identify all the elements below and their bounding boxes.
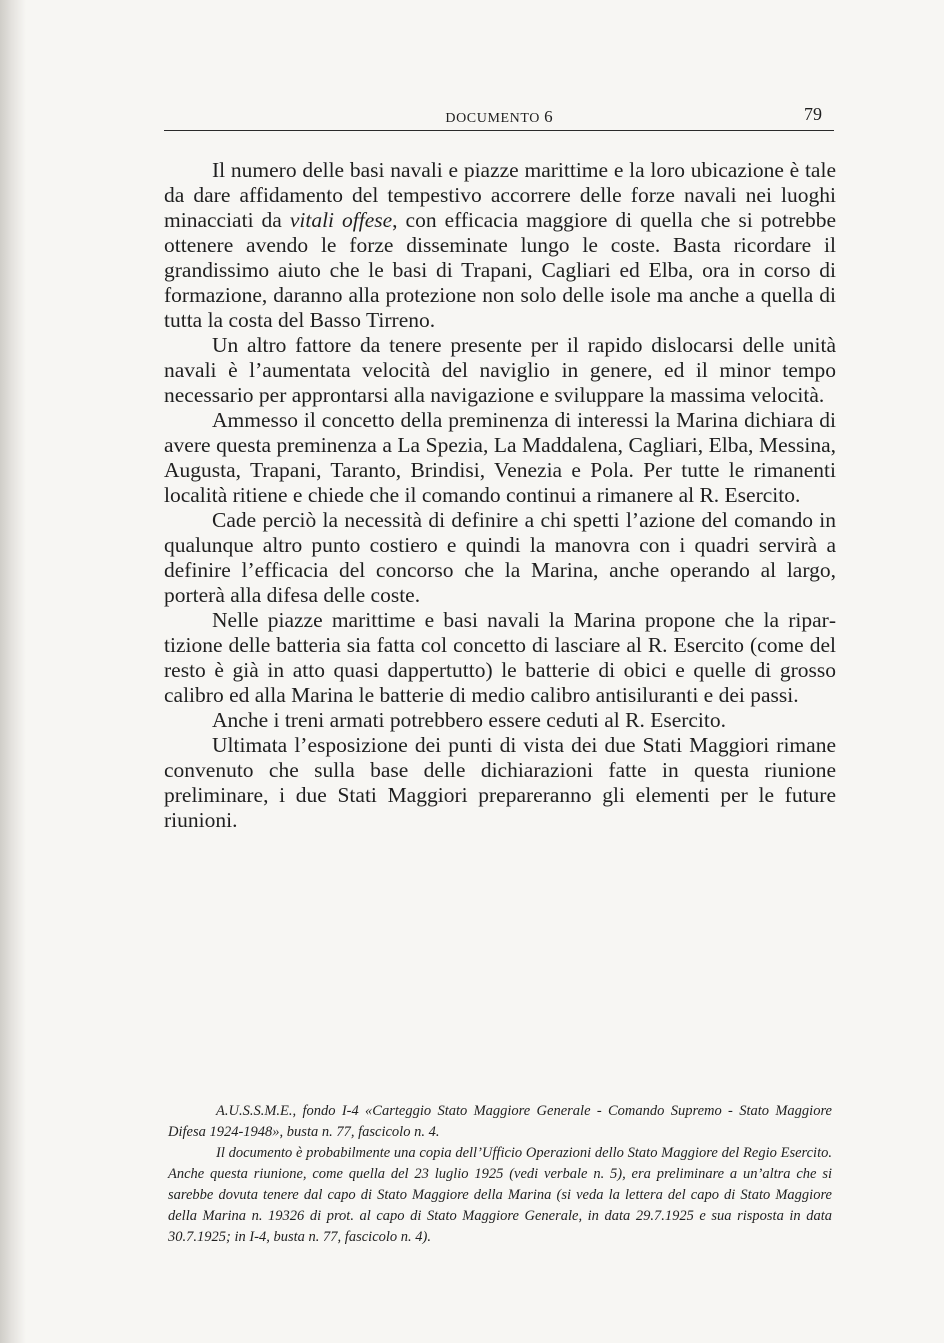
page-number: 79 (804, 104, 822, 124)
paragraph-7: Ultimata l’esposizione dei punti di vista dei due Stati Maggiori rimane convenuto che sulla base delle dichiarazioni fatte in questa riunione preliminare, i due Stati Maggiori prepareranno gli elementi per le future riunioni. (164, 733, 836, 832)
page-binding-shadow (0, 0, 26, 1343)
paragraph-1-end: , con efficacia maggiore di quella che si potrebbe ottenere avendo le forze disseminate lungo le coste. Basta ricordare il grandissimo aiuto che le basi di Trapani, Cagliari ed Elba, ora in corso di formazione, daranno alla protezione non solo delle isole ma anche a quella di tutta la costa del Basso Tirreno. (164, 208, 836, 332)
archival-notes (168, 1101, 832, 1248)
source-note: A.U.S.S.M.E., fondo I-4 «Carteggio Stato Maggiore Generale - Comando Supremo - Stato Maggiore Difesa 1924-1948», busta n. 77, fascicolo n. 4. (168, 1103, 832, 1140)
paragraph-2: Un altro fattore da tenere presente per il rapido dislocarsi delle unità navali è l’aumentata velocità del naviglio in genere, ed il minor tempo necessario per approntarsi alla navigazione e sviluppare la massima velocità. (164, 333, 836, 407)
paragraph-3: Ammesso il concetto della preminenza di interessi la Marina dichiara di avere questa preminenza a La Spezia, La Maddalena, Cagliari, Elba, Messina, Augusta, Trapani, Taranto, Brindisi, Venezia e Pola. Per tutte le rimanenti località ritiene e chiede che il comando continui a rimanere al R. Esercito. (164, 408, 836, 507)
paragraph-4: Cade perciò la necessità di definire a chi spetti l’azione del comando in qualunque altro punto costiero e quindi la manovra con i quadri servirà a definire l’efficacia del concorso che la Marina, anche operando al largo, porterà alla difesa delle coste. (164, 508, 836, 607)
paragraph-6: Anche i treni armati potrebbero essere ceduti al R. Esercito. (212, 708, 727, 732)
paragraph-1-start: Il numero delle basi navali e piazze marittime e la loro ubicazione è tale da dare affidamento del tempestivo accorrere delle forze navali nei luoghi minacciati da (164, 158, 836, 232)
document-note: Il documento è probabilmente una copia dell’Ufficio Operazioni dello Stato Maggiore del Regio Esercito. Anche questa riunione, come quella del 23 luglio 1925 (vedi verbale n. 5), era preliminare a un’altra che si sarebbe dovuta tenere dal capo di Stato Maggiore della Marina (si veda la lettera del capo di Stato Maggiore della Marina n. 19326 di prot. al capo di Stato Maggiore Generale, in data 29.7.1925 e sua risposta in data 30.7.1925; in I-4, busta n. 77, fascicolo n. 4). (168, 1145, 832, 1245)
main-text (164, 158, 836, 833)
document-number: 6 (544, 107, 553, 126)
page-header (164, 104, 834, 131)
paragraph-1-italic: vitali offese (289, 208, 393, 232)
paragraph-1 (164, 158, 836, 333)
running-head (164, 107, 834, 127)
paragraph-5: Nelle piazze marittime e basi navali la Marina propone che la ripartizione delle batteria sia fatta col concetto di lasciare al R. Esercito (come del resto è già in atto quasi dappertutto) le batterie di obici e quelle di grosso calibro ed alla Marina le batterie di medio calibro antisiluranti e dei passi. (164, 608, 836, 707)
running-head-label: DOCUMENTO (445, 111, 540, 126)
